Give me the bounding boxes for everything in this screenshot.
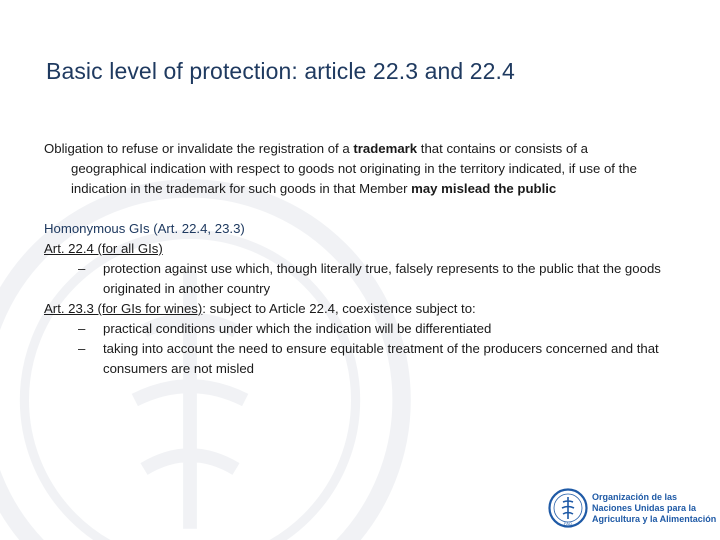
para1-part1: Obligation to refuse or invalidate the registration of a [44, 141, 354, 156]
art233-description: : subject to Article 22.4, coexistence subject to: [202, 301, 476, 316]
art233-item-1-text: practical conditions under which the indication will be differentiated [103, 321, 492, 336]
logo-line-1: Organización de las [592, 492, 678, 502]
art224-label: Art. 22.4 (for all GIs) [44, 241, 163, 256]
dash-bullet: – [78, 341, 86, 356]
art233-item-1 [44, 319, 664, 339]
art233-item-2-text: taking into account the need to ensure equitable treatment of the producers concerned and that consumers are not misled [103, 341, 659, 376]
trademark-paragraph [44, 139, 664, 199]
homonymous-heading: Homonymous GIs (Art. 22.4, 23.3) [44, 221, 245, 236]
para1-bold-trademark: trademark [353, 141, 418, 156]
art233-line [44, 299, 664, 319]
art233-item-2 [44, 339, 664, 379]
art224-label-line [44, 239, 664, 259]
para1-part2: that contains or consists of a geographical indication with respect to goods not originating in the territory indicated, if use of the indication in the trademark for such goods in that Member [71, 141, 637, 196]
para1-bold-mislead: may mislead the public [411, 181, 557, 196]
dash-bullet: – [78, 321, 86, 336]
art233-label: Art. 23.3 (for GIs for wines) [44, 301, 203, 316]
art224-item-text: protection against use which, though literally true, falsely represents to the public that the goods originated in another country [103, 261, 661, 296]
logo-line-2: Naciones Unidas para la [592, 503, 697, 513]
slide-body [44, 139, 664, 379]
slide-title: Basic level of protection: article 22.3 and 22.4 [46, 58, 515, 84]
fao-emblem-icon [548, 488, 588, 528]
emblem-text: FAO [563, 521, 573, 526]
fao-logo-text [592, 492, 720, 525]
spacer [44, 199, 664, 219]
logo-line-3: Agricultura y la Alimentación [592, 514, 717, 524]
art224-item [44, 259, 664, 299]
dash-bullet: – [78, 261, 86, 276]
fao-logo [548, 488, 718, 530]
